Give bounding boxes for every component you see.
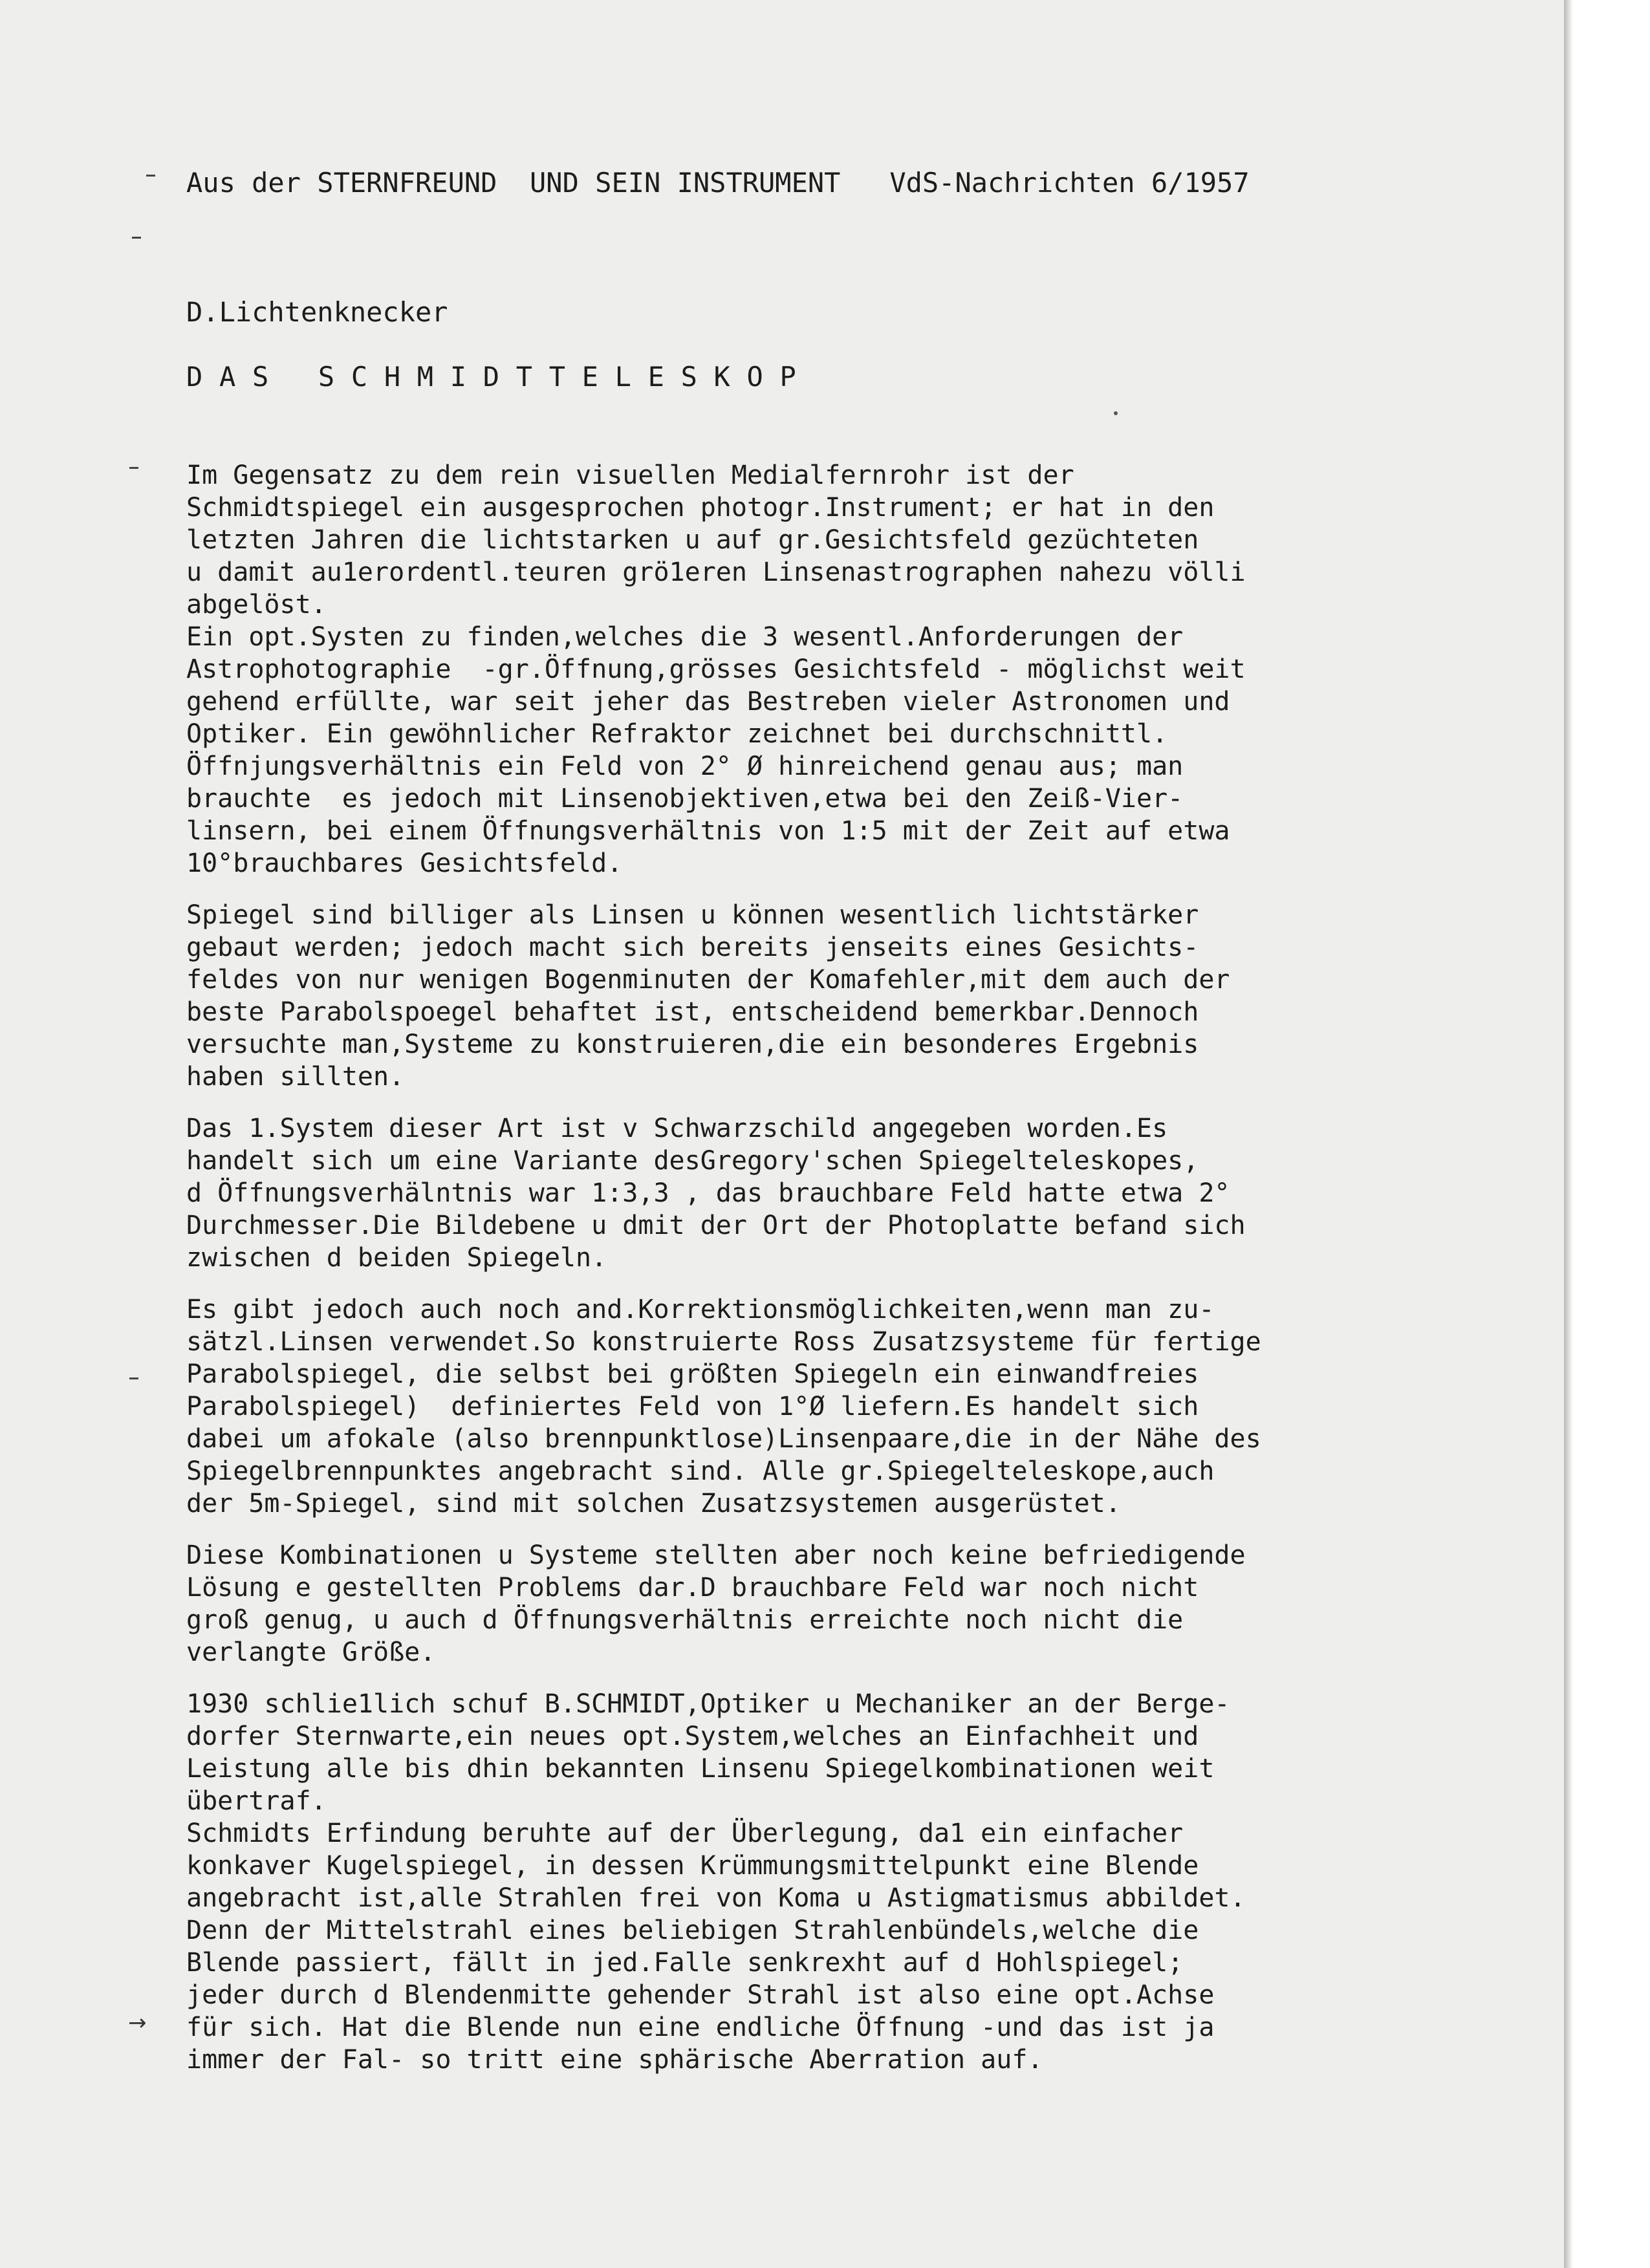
article-title: D A S S C H M I D T T E L E S K O P: [186, 361, 796, 393]
header-source: Aus der STERNFREUND UND SEIN INSTRUMENT: [186, 167, 841, 199]
paragraph: Spiegel sind billiger als Linsen u können wesentlich lichtstärker gebaut werden; jedoch macht sich bereits jenseits eines Gesichts- feldes von nur wenigen Bogenminuten der Komafehler,mit dem auch der beste Parabolspoegel behaftet ist, entscheidend bemerkbar.Dennoch versuchte man,Systeme zu konstruieren,die ein besonderes Ergebnis haben sillten.: [186, 900, 1230, 1092]
page-edge-shadow: [1564, 0, 1573, 2268]
paragraph: 1930 schlie1lich schuf B.SCHMIDT,Optiker u Mechaniker an der Berge- dorfer Sternwarte,ein neues opt.System,welches an Einfachheit und Leistung alle bis dhin bekannten Linsenu Spiegelkombinationen weit übertraf. Schmidts Erfindung beruhte auf der Überlegung, da1 ein einfacher konkaver Kugelspiegel, in dessen Krümmungsmittelpunkt eine Blende angebracht ist,alle Strahlen frei von Koma u Astigmatismus abbildet. Denn der Mittelstrahl eines beliebigen Strahlenbündels,welche die Blende passiert, fällt in jed.Falle senkrexht auf d Hohlspiegel; jeder durch d Blendenmitte gehender Strahl ist also eine opt.Achse für sich. Hat die Blende nun eine endliche Öffnung -und das ist ja immer der Fal- so tritt eine sphärische Aberration auf.: [186, 1689, 1246, 2075]
article-body: [186, 459, 1545, 2076]
page-header: [186, 167, 1250, 199]
margin-arrow-icon: →: [128, 2010, 147, 2036]
paragraph: Es gibt jedoch auch noch and.Korrektionsmöglichkeiten,wenn man zu- sätzl.Linsen verwendet.So konstruierte Ross Zusatzsysteme für fertige Parabolspiegel, die selbst bei größten Spiegeln ein einwandfreies Parabolspiegel) definiertes Feld von 1°Ø liefern.Es handelt sich dabei um afokale (also brennpunktlose)Linsenpaare,die in der Nähe des Spiegelbrennpunktes angebracht sind. Alle gr.Spiegelteleskope,auch der 5m-Spiegel, sind mit solchen Zusatzsystemen ausgerüstet.: [186, 1295, 1261, 1518]
margin-mark: [146, 175, 155, 177]
paragraph: Im Gegensatz zu dem rein visuellen Medialfernrohr ist der Schmidtspiegel ein ausgesprochen photogr.Instrument; er hat in den letzten Jahren die lichtstarken u auf gr.Gesichtsfeld gezüchteten u damit au1erordentl.teuren grö1eren Linsenastrographen nahezu völli abgelöst. Ein opt.Systen zu finden,welches die 3 wesentl.Anforderungen der Astrophotographie -gr.Öffnung,grösses Gesichtsfeld - möglichst weit gehend erfüllte, war seit jeher das Bestreben vieler Astronomen und Optiker. Ein gewöhnlicher Refraktor zeichnet bei durchschnittl. Öffnjungsverhältnis ein Feld von 2° Ø hinreichend genau aus; man brauchte es jedoch mit Linsenobjektiven,etwa bei den Zeiß-Vier- linsern, bei einem Öffnungsverhältnis von 1:5 mit der Zeit auf etwa 10°brauchbares Gesichtsfeld.: [186, 460, 1246, 878]
paragraph: Das 1.System dieser Art ist v Schwarzschild angegeben worden.Es handelt sich um eine Variante desGregory'schen Spiegelteleskopes, d Öffnungsverhälntnis war 1:3,3 , das brauchbare Feld hatte etwa 2° Durchmesser.Die Bildebene u dmit der Ort der Photoplatte befand sich zwischen d beiden Spiegeln.: [186, 1114, 1246, 1273]
margin-mark: [129, 1377, 138, 1379]
header-issue: VdS-Nachrichten 6/1957: [889, 167, 1250, 199]
margin-mark: [132, 237, 141, 239]
ink-speck: [1114, 411, 1118, 415]
paragraph: Diese Kombinationen u Systeme stellten aber noch keine befriedigende Lösung e gestellten Problems dar.D brauchbare Feld war noch nicht groß genug, u auch d Öffnungsverhältnis erreichte noch nicht die verlangte Größe.: [186, 1540, 1246, 1667]
margin-mark: [129, 467, 138, 469]
author: D.Lichtenknecker: [186, 296, 448, 328]
